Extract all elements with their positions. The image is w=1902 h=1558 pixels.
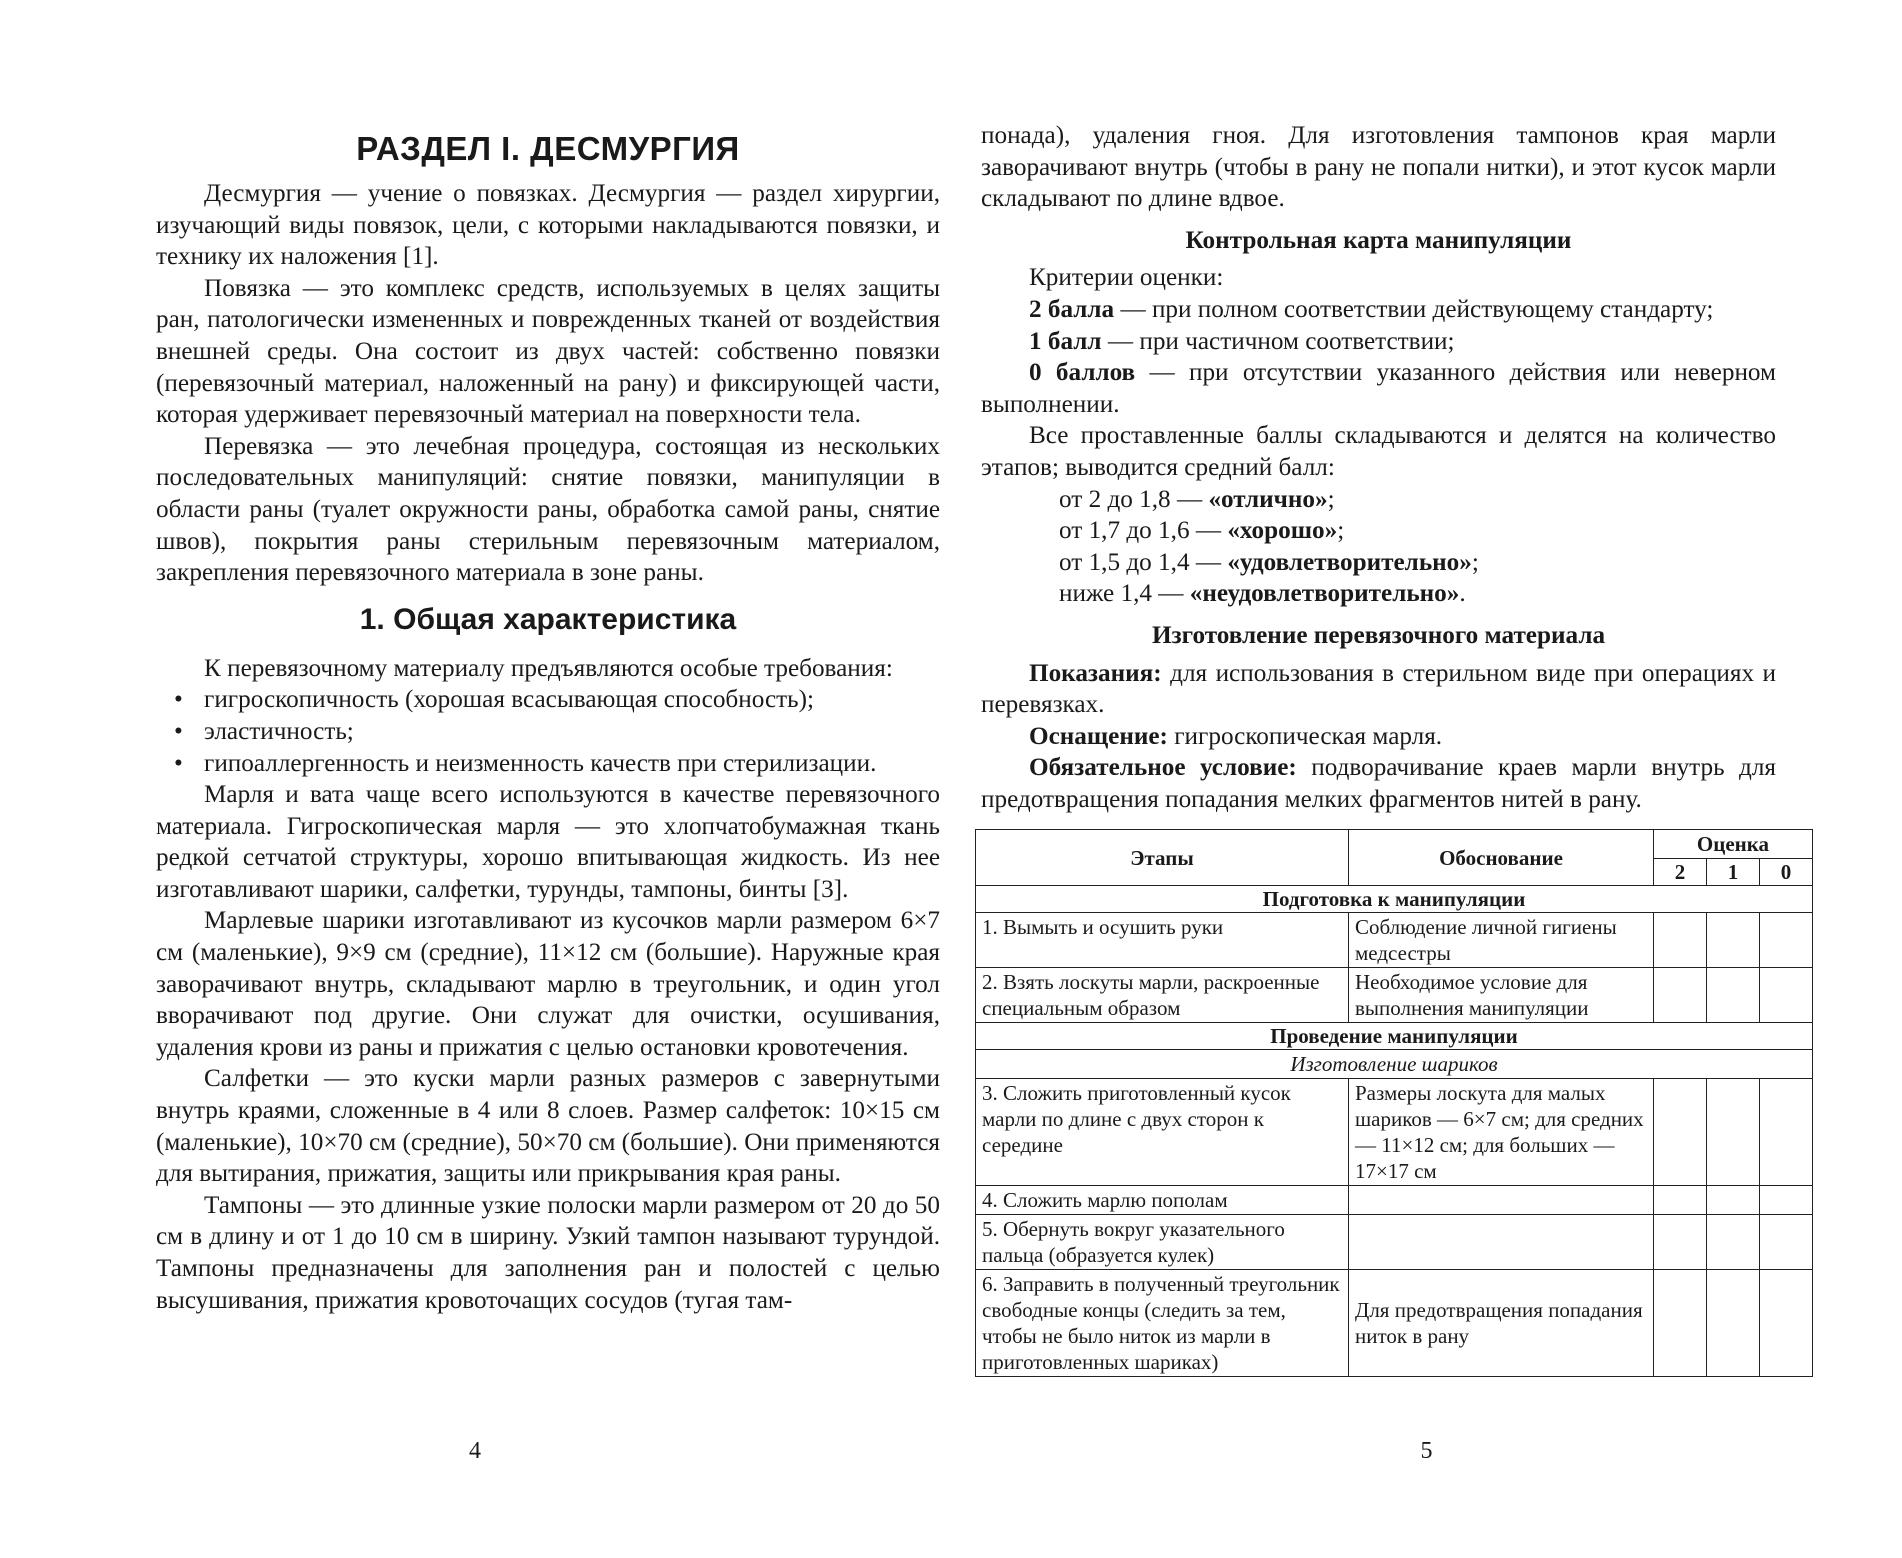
grade-end: . — [1459, 580, 1466, 608]
grade-range: ниже 1,4 — — [1059, 580, 1190, 608]
subsection-balls: Изготовление шариков — [976, 1050, 1813, 1079]
reason-cell: Необходимое условие для выполнения манипуляции — [1349, 968, 1654, 1023]
list-item: • эластичность; — [156, 716, 940, 748]
page-number-left: 4 — [469, 1438, 481, 1464]
table-row — [976, 1215, 1813, 1270]
paragraph-balls: Марлевые шарики изготавливают из кусочков марли размером 6×7 см (маленькие), 9×9 см (средние), 11×12 см (большие). Наружные края заворачивают внутрь, складывают марлю в треугольник, и один угол вворачивают под другие. Они служат для очистки, осушивания, удаления крови из раны и прижатия с целью остановки кровотечения. — [156, 907, 940, 1061]
criterion-score: 1 балл — [1029, 327, 1102, 355]
right-column — [981, 120, 1792, 1377]
stage-cell: 4. Сложить марлю пополам — [976, 1186, 1349, 1215]
grade-end: ; — [1327, 485, 1335, 513]
table-row — [976, 968, 1813, 1023]
left-column — [156, 130, 940, 1316]
stage-cell: 2. Взять лоскуты марли, раскроенные специальным образом — [976, 968, 1349, 1023]
table-header-row — [976, 830, 1813, 859]
grade-label: «удовлетворительно» — [1227, 548, 1472, 576]
summary-text: Все проставленные баллы складываются и делятся на количество этапов; выводится средний балл: — [981, 422, 1776, 481]
grade-good — [981, 515, 1776, 547]
grade-label: «неудовлетворительно» — [1189, 580, 1460, 608]
criterion-0 — [981, 357, 1776, 420]
reason-cell: Соблюдение личной гигиены медсестры — [1349, 913, 1654, 968]
grade-excellent — [981, 484, 1776, 516]
equipment — [981, 721, 1776, 753]
list-item: • гипоаллергенность и неизменность качеств при стерилизации. — [156, 748, 940, 780]
score-col-0: 0 — [1760, 859, 1813, 886]
table-row — [976, 1270, 1813, 1377]
equipment-label: Оснащение: — [1029, 722, 1168, 750]
score-cell — [1654, 968, 1707, 1023]
condition-text: подворачивание краев марли внутрь для предотвращения попадания мелких фрагментов нитей в рану. — [981, 754, 1776, 813]
reason-cell — [1349, 1215, 1654, 1270]
paragraph-napkins: Салфетки — это куски марли разных размеров с завернутыми внутрь краями, сложенные в 4 или 8 слоев. Размер салфеток: 10×15 см (маленькие), 10×70 см (средние), 50×70 см (большие). Они применяются для вытирания, прижатия, защиты или прикрывания края раны. — [156, 1065, 940, 1188]
section-proc: Проведение манипуляции — [976, 1023, 1813, 1050]
score-col-2: 2 — [1654, 859, 1707, 886]
indications-label: Показания: — [1029, 659, 1162, 687]
header-reason: Обоснование — [1349, 830, 1654, 886]
table-row — [976, 1186, 1813, 1215]
condition — [981, 752, 1776, 815]
score-cell — [1760, 913, 1813, 968]
grade-end: ; — [1471, 548, 1479, 576]
paragraph-tampons: Тампоны — это длинные узкие полоски марли размером от 20 до 50 см в длину и от 1 до 10 см в ширину. Узкий тампон называют турундой. Тампоны предназначены для заполнения ран и полостей с целью высушивания, прижатия кровоточащих сосудов (тугая там- — [156, 1191, 940, 1314]
criterion-2 — [981, 294, 1776, 326]
score-cell — [1654, 1079, 1707, 1186]
indications — [981, 658, 1776, 721]
stage-cell: 1. Вымыть и осушить руки — [976, 913, 1349, 968]
score-cell — [1654, 1215, 1707, 1270]
score-cell — [1654, 1186, 1707, 1215]
control-card-title: Контрольная карта манипуляции — [1185, 226, 1572, 254]
section-prep: Подготовка к манипуляции — [976, 886, 1813, 913]
stage-cell: 3. Сложить приготовленный кусок марли по длине с двух сторон к середине — [976, 1079, 1349, 1186]
score-cell — [1654, 913, 1707, 968]
score-cell — [1707, 913, 1760, 968]
reason-cell — [1349, 1186, 1654, 1215]
table-row — [976, 1079, 1813, 1186]
score-cell — [1707, 1270, 1760, 1377]
grade-label: «отлично» — [1208, 485, 1328, 513]
grade-unsatisfactory — [981, 578, 1776, 610]
score-cell — [1707, 1186, 1760, 1215]
reason-cell: Размеры лоскута для малых шариков — 6×7 см; для средних — 11×12 см; для больших — 17×17 см — [1349, 1079, 1654, 1186]
grade-range: от 1,5 до 1,4 — — [1059, 548, 1228, 576]
paragraph-dressing: Перевязка — это лечебная процедура, состоящая из нескольких последовательных манипуляций: снятие повязки, манипуляции в области раны (туалет окружности раны, обработка самой раны, снятие швов), покрытия раны стерильным перевязочным материалом, закрепления перевязочного материала в зоне раны. — [156, 432, 940, 587]
score-col-1: 1 — [1707, 859, 1760, 886]
score-cell — [1707, 1079, 1760, 1186]
equipment-text: гигроскопическая марля. — [1167, 722, 1443, 750]
material-title: Изготовление перевязочного материала — [1151, 621, 1606, 649]
requirements-list — [156, 684, 940, 779]
criterion-score: 2 балла — [1029, 295, 1115, 323]
subsection-title: 1. Общая характеристика — [359, 602, 737, 636]
score-cell — [1707, 968, 1760, 1023]
section-row — [976, 1023, 1813, 1050]
section-title: РАЗДЕЛ I. ДЕСМУРГИЯ — [356, 130, 740, 167]
paragraph-gauze: Марля и вата чаще всего используются в качестве перевязочного материала. Гигроскопическая марля — это хлопчатобумажная ткань редкой сетчатой структуры, хорошо впитывающая жидкость. Из нее изготавливают шарики, салфетки, турунды, тампоны, бинты [3]. — [156, 781, 940, 903]
paragraph-desmurgy: Десмургия — учение о повязках. Десмургия — раздел хирургии, изучающий виды повязок, цели, с которыми накладываются повязки, и технику их наложения [1]. — [156, 180, 940, 271]
score-cell — [1760, 1186, 1813, 1215]
reason-cell: Для предотвращения попадания ниток в рану — [1349, 1270, 1654, 1377]
stage-cell: 5. Обернуть вокруг указательного пальца (образуется кулек) — [976, 1215, 1349, 1270]
score-cell — [1654, 1270, 1707, 1377]
score-cell — [1760, 1270, 1813, 1377]
continuation-paragraph: понада), удаления гноя. Для изготовления тампонов края марли заворачивают внутрь (чтобы в рану не попали нитки), и этот кусок марли складывают по длине вдвое. — [981, 122, 1776, 213]
criterion-1 — [981, 326, 1776, 358]
grade-range: от 1,7 до 1,6 — — [1059, 517, 1228, 545]
grade-end: ; — [1337, 517, 1345, 545]
grade-satisfactory — [981, 547, 1776, 579]
score-cell — [1760, 968, 1813, 1023]
paragraph-bandage: Повязка — это комплекс средств, используемых в целях защиты ран, патологически измененных и поврежденных тканей от воздействия внешней среды. Она состоит из двух частей: собственно повязки (перевязочный материал, наложенный на рану) и фиксирующей части, которая удерживает перевязочный материал на поверхности тела. — [156, 274, 940, 429]
list-item: • гигроскопичность (хорошая всасывающая способность); — [156, 684, 940, 716]
control-card-table — [975, 829, 1813, 1377]
score-cell — [1707, 1215, 1760, 1270]
criterion-text: — при отсутствии указанного действия или неверном выполнении. — [981, 359, 1776, 418]
indications-text: для использования в стерильном виде при операциях и перевязках. — [981, 659, 1776, 719]
score-cell — [1760, 1079, 1813, 1186]
condition-label: Обязательное условие: — [1029, 754, 1297, 782]
criterion-score: 0 баллов — [1029, 359, 1136, 387]
criterion-text: — при полном соответствии действующему стандарту; — [1114, 295, 1714, 323]
page-number-right: 5 — [1420, 1438, 1433, 1464]
stage-cell: 6. Заправить в полученный треугольник свободные концы (следить за тем, чтобы не было ниток из марли в приготовленных шариках) — [976, 1270, 1349, 1377]
grade-range: от 2 до 1,8 — — [1059, 485, 1209, 513]
criterion-text: — при частичном соответствии; — [1101, 327, 1455, 355]
table-row — [976, 913, 1813, 968]
score-cell — [1760, 1215, 1813, 1270]
subsection-row — [976, 1050, 1813, 1079]
header-stage: Этапы — [976, 830, 1349, 886]
header-score: Оценка — [1654, 830, 1813, 859]
requirements-intro: К перевязочному материалу предъявляются особые требования: — [204, 654, 893, 682]
grade-label: «хорошо» — [1227, 517, 1338, 545]
section-row — [976, 886, 1813, 913]
criteria-label: Критерии оценки: — [1029, 264, 1224, 292]
